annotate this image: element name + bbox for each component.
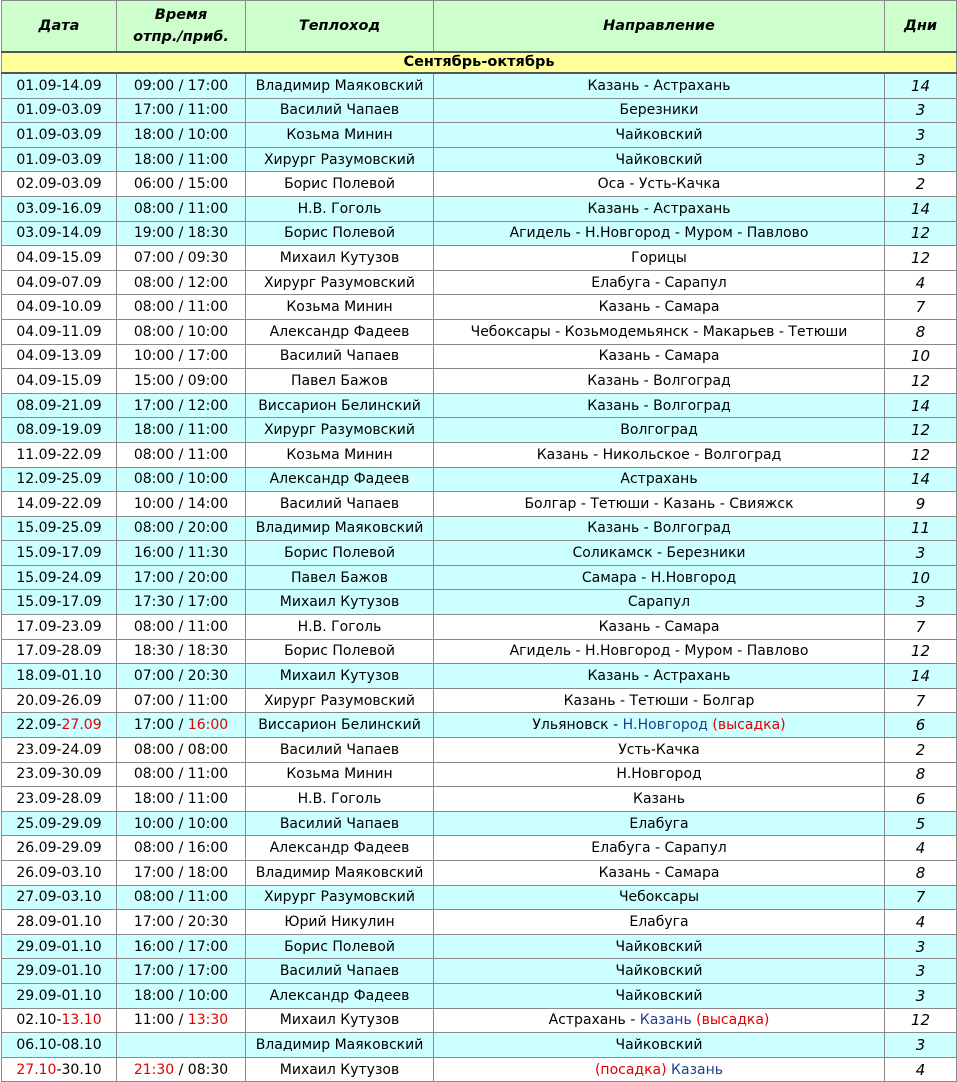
table-row [2,270,957,295]
days-cell: 4 [885,910,957,935]
date-cell: 04.09-11.09 [2,319,117,344]
direction-to: Н.Новгород [622,717,708,734]
time-cell: 08:00 / 10:00 [117,467,246,492]
time-cell: 09:00 / 17:00 [117,73,246,98]
date-cell [2,713,117,738]
ship-cell: Александр Фадеев [246,467,434,492]
ship-cell: Михаил Кутузов [246,1057,434,1082]
table-row [2,172,957,197]
ship-cell: Василий Чапаев [246,811,434,836]
date-cell: 04.09-15.09 [2,246,117,271]
ship-cell: Козьма Минин [246,123,434,148]
days-cell: 3 [885,123,957,148]
date-cell: 04.09-07.09 [2,270,117,295]
header-time [117,1,246,53]
table-row [2,418,957,443]
date-cell: 18.09-01.10 [2,664,117,689]
date-start: 22.09- [16,717,62,734]
table-row [2,934,957,959]
ship-cell: Василий Чапаев [246,492,434,517]
time-depart: 21:30 [133,1061,175,1078]
table-row [2,467,957,492]
time-cell: 10:00 / 14:00 [117,492,246,517]
direction-cell: Казань - Астрахань [434,196,885,221]
time-cell: 08:00 / 11:00 [117,196,246,221]
days-cell: 3 [885,541,957,566]
ship-cell: Александр Фадеев [246,836,434,861]
time-cell: 08:00 / 11:00 [117,885,246,910]
direction-cell: Казань - Самара [434,861,885,886]
days-cell: 12 [885,639,957,664]
date-cell: 25.09-29.09 [2,811,117,836]
ship-cell: Павел Бажов [246,369,434,394]
header-row [2,1,957,53]
date-cell: 01.09-03.09 [2,98,117,123]
table-row [2,664,957,689]
date-cell: 17.09-28.09 [2,639,117,664]
direction-cell: Волгоград [434,418,885,443]
direction-note: (высадка) [691,1012,770,1029]
date-cell: 01.09-03.09 [2,147,117,172]
ship-cell: Михаил Кутузов [246,1008,434,1033]
header-time-line2: отпр./приб. [133,29,229,45]
direction-to: Казань [666,1061,724,1078]
time-cell: 18:00 / 10:00 [117,983,246,1008]
time-arrive: 16:00 [187,717,229,734]
date-cell: 23.09-28.09 [2,787,117,812]
table-row [2,123,957,148]
header-ship: Теплоход [246,1,434,53]
table-row [2,713,957,738]
direction-cell: Оса - Усть-Качка [434,172,885,197]
time-cell: 07:00 / 11:00 [117,688,246,713]
days-cell: 6 [885,787,957,812]
table-row [2,811,957,836]
direction-cell: Самара - Н.Новгород [434,565,885,590]
direction-note: (высадка) [707,717,786,734]
table-row [2,196,957,221]
time-cell: 08:00 / 11:00 [117,442,246,467]
ship-cell: Н.В. Гоголь [246,615,434,640]
direction-cell: Казань - Волгоград [434,369,885,394]
ship-cell: Хирург Разумовский [246,147,434,172]
date-cell: 12.09-25.09 [2,467,117,492]
time-cell: 08:00 / 10:00 [117,319,246,344]
direction-cell: Чебоксары [434,885,885,910]
days-cell: 8 [885,319,957,344]
season-label: Сентябрь-октябрь [2,52,957,73]
date-cell [2,1008,117,1033]
direction-cell: Казань - Самара [434,295,885,320]
date-start: 27.10 [16,1061,57,1078]
season-row [2,52,957,73]
days-cell: 14 [885,73,957,98]
direction-cell: Астрахань [434,467,885,492]
days-cell: 3 [885,98,957,123]
direction-cell: Елабуга [434,811,885,836]
date-cell [2,1057,117,1082]
time-cell [117,1057,246,1082]
days-cell: 12 [885,246,957,271]
days-cell: 7 [885,885,957,910]
time-cell [117,1008,246,1033]
time-cell: 17:00 / 11:00 [117,98,246,123]
ship-cell: Александр Фадеев [246,319,434,344]
table-row [2,295,957,320]
table-row [2,541,957,566]
ship-cell: Владимир Маяковский [246,73,434,98]
days-cell: 3 [885,590,957,615]
direction-cell: Усть-Качка [434,738,885,763]
days-cell: 7 [885,615,957,640]
direction-to: Казань [639,1012,692,1029]
ship-cell: Хирург Разумовский [246,885,434,910]
table-row [2,590,957,615]
days-cell: 4 [885,270,957,295]
ship-cell: Борис Полевой [246,934,434,959]
date-cell: 04.09-10.09 [2,295,117,320]
date-cell: 04.09-15.09 [2,369,117,394]
direction-from: Астрахань - [548,1012,640,1029]
days-cell: 10 [885,344,957,369]
ship-cell: Виссарион Белинский [246,393,434,418]
days-cell: 11 [885,516,957,541]
date-cell: 26.09-29.09 [2,836,117,861]
ship-cell: Хирург Разумовский [246,270,434,295]
days-cell: 7 [885,295,957,320]
ship-cell: Михаил Кутузов [246,664,434,689]
time-cell: 10:00 / 10:00 [117,811,246,836]
direction-cell: Чайковский [434,983,885,1008]
ship-cell: Михаил Кутузов [246,590,434,615]
date-cell: 01.09-14.09 [2,73,117,98]
days-cell: 5 [885,811,957,836]
direction-cell: Казань - Никольское - Волгоград [434,442,885,467]
table-row [2,344,957,369]
table-row [2,393,957,418]
time-cell: 16:00 / 11:30 [117,541,246,566]
days-cell: 14 [885,664,957,689]
direction-cell: Казань - Волгоград [434,393,885,418]
time-cell: 17:30 / 17:00 [117,590,246,615]
date-cell: 08.09-21.09 [2,393,117,418]
days-cell: 12 [885,442,957,467]
direction-cell: Н.Новгород [434,762,885,787]
ship-cell: Борис Полевой [246,221,434,246]
date-cell: 17.09-23.09 [2,615,117,640]
days-cell: 12 [885,221,957,246]
date-cell: 11.09-22.09 [2,442,117,467]
days-cell: 12 [885,418,957,443]
time-cell: 17:00 / 20:30 [117,910,246,935]
time-cell: 07:00 / 20:30 [117,664,246,689]
time-cell: 18:00 / 11:00 [117,787,246,812]
header-days: Дни [885,1,957,53]
table-row [2,836,957,861]
time-cell: 08:00 / 16:00 [117,836,246,861]
ship-cell: Козьма Минин [246,442,434,467]
days-cell: 4 [885,1057,957,1082]
direction-cell: Казань - Астрахань [434,664,885,689]
time-cell: 18:00 / 10:00 [117,123,246,148]
days-cell: 8 [885,861,957,886]
direction-cell: Чебоксары - Козьмодемьянск - Макарьев - Тетюши [434,319,885,344]
time-cell [117,713,246,738]
table-row [2,246,957,271]
table-row [2,615,957,640]
direction-cell: Казань - Астрахань [434,73,885,98]
direction-cell: Чайковский [434,959,885,984]
direction-cell: Казань - Волгоград [434,516,885,541]
days-cell: 7 [885,688,957,713]
time-arrive: 13:30 [187,1012,229,1029]
date-cell: 01.09-03.09 [2,123,117,148]
header-direction: Направление [434,1,885,53]
table-row [2,442,957,467]
time-cell: 19:00 / 18:30 [117,221,246,246]
ship-cell: Хирург Разумовский [246,418,434,443]
date-cell: 28.09-01.10 [2,910,117,935]
days-cell: 14 [885,196,957,221]
direction-cell: Чайковский [434,934,885,959]
ship-cell: Борис Полевой [246,639,434,664]
direction-cell: Елабуга - Сарапул [434,270,885,295]
ship-cell: Василий Чапаев [246,738,434,763]
date-cell: 26.09-03.10 [2,861,117,886]
date-cell: 29.09-01.10 [2,983,117,1008]
table-row [2,221,957,246]
direction-cell: Березники [434,98,885,123]
direction-cell: Казань - Тетюши - Болгар [434,688,885,713]
time-cell: 08:00 / 11:00 [117,762,246,787]
time-cell: 18:00 / 11:00 [117,147,246,172]
date-cell: 15.09-17.09 [2,590,117,615]
days-cell: 14 [885,393,957,418]
days-cell: 14 [885,467,957,492]
table-row [2,147,957,172]
time-cell: 06:00 / 15:00 [117,172,246,197]
days-cell: 12 [885,369,957,394]
date-cell: 04.09-13.09 [2,344,117,369]
header-date: Дата [2,1,117,53]
ship-cell: Борис Полевой [246,172,434,197]
direction-cell [434,1057,885,1082]
table-row [2,516,957,541]
direction-cell: Елабуга - Сарапул [434,836,885,861]
time-cell: 17:00 / 17:00 [117,959,246,984]
table-row [2,738,957,763]
ship-cell: Павел Бажов [246,565,434,590]
time-cell [117,1033,246,1058]
ship-cell: Владимир Маяковский [246,516,434,541]
table-row [2,861,957,886]
ship-cell: Александр Фадеев [246,983,434,1008]
days-cell: 8 [885,762,957,787]
ship-cell: Василий Чапаев [246,344,434,369]
date-cell: 20.09-26.09 [2,688,117,713]
time-cell: 18:30 / 18:30 [117,639,246,664]
direction-cell: Чайковский [434,147,885,172]
time-arrive: / 08:30 [174,1061,229,1078]
date-end: -30.10 [56,1061,102,1078]
date-cell: 03.09-16.09 [2,196,117,221]
time-cell: 08:00 / 08:00 [117,738,246,763]
table-row [2,1033,957,1058]
table-row [2,98,957,123]
date-cell: 15.09-17.09 [2,541,117,566]
date-start: 02.10- [16,1012,62,1029]
ship-cell: Хирург Разумовский [246,688,434,713]
ship-cell: Козьма Минин [246,295,434,320]
date-cell: 14.09-22.09 [2,492,117,517]
time-cell: 10:00 / 17:00 [117,344,246,369]
direction-cell: Агидель - Н.Новгород - Муром - Павлово [434,221,885,246]
days-cell: 9 [885,492,957,517]
table-row [2,688,957,713]
time-cell: 08:00 / 11:00 [117,295,246,320]
time-cell: 17:00 / 18:00 [117,861,246,886]
time-cell: 16:00 / 17:00 [117,934,246,959]
date-cell: 23.09-30.09 [2,762,117,787]
direction-cell: Болгар - Тетюши - Казань - Свияжск [434,492,885,517]
time-cell: 17:00 / 12:00 [117,393,246,418]
table-row [2,319,957,344]
direction-cell: Казань - Самара [434,615,885,640]
time-cell: 17:00 / 20:00 [117,565,246,590]
ship-cell: Владимир Маяковский [246,1033,434,1058]
date-cell: 27.09-03.10 [2,885,117,910]
table-row [2,369,957,394]
date-cell: 23.09-24.09 [2,738,117,763]
table-row [2,1008,957,1033]
date-cell: 29.09-01.10 [2,934,117,959]
table-row [2,983,957,1008]
time-depart: 11:00 / [133,1012,188,1029]
table-row [2,959,957,984]
time-depart: 17:00 / [133,717,188,734]
direction-note: (посадка) [594,1061,667,1078]
time-cell: 07:00 / 09:30 [117,246,246,271]
ship-cell: Владимир Маяковский [246,861,434,886]
days-cell: 3 [885,959,957,984]
ship-cell: Козьма Минин [246,762,434,787]
date-cell: 15.09-24.09 [2,565,117,590]
ship-cell: Василий Чапаев [246,98,434,123]
direction-cell: Казань - Самара [434,344,885,369]
ship-cell: Юрий Никулин [246,910,434,935]
table-row [2,910,957,935]
days-cell: 3 [885,147,957,172]
days-cell: 3 [885,934,957,959]
table-row [2,492,957,517]
table-row [2,73,957,98]
table-row [2,885,957,910]
direction-cell: Агидель - Н.Новгород - Муром - Павлово [434,639,885,664]
date-cell: 03.09-14.09 [2,221,117,246]
table-row [2,762,957,787]
days-cell: 10 [885,565,957,590]
time-cell: 18:00 / 11:00 [117,418,246,443]
days-cell: 12 [885,1008,957,1033]
direction-cell: Чайковский [434,123,885,148]
direction-cell: Чайковский [434,1033,885,1058]
direction-cell: Соликамск - Березники [434,541,885,566]
table-row [2,1057,957,1082]
direction-cell: Казань [434,787,885,812]
direction-from: Ульяновск - [532,717,623,734]
ship-cell: Виссарион Белинский [246,713,434,738]
date-cell: 08.09-19.09 [2,418,117,443]
direction-cell: Горицы [434,246,885,271]
date-cell: 06.10-08.10 [2,1033,117,1058]
header-time-line1: Время [154,7,208,23]
date-end: 27.09 [61,717,102,734]
days-cell: 6 [885,713,957,738]
direction-cell: Елабуга [434,910,885,935]
cruise-schedule-table [1,0,957,1082]
time-cell: 15:00 / 09:00 [117,369,246,394]
direction-cell [434,1008,885,1033]
table-row [2,639,957,664]
date-cell: 02.09-03.09 [2,172,117,197]
time-cell: 08:00 / 12:00 [117,270,246,295]
ship-cell: Василий Чапаев [246,959,434,984]
direction-cell [434,713,885,738]
date-cell: 29.09-01.10 [2,959,117,984]
days-cell: 2 [885,172,957,197]
days-cell: 3 [885,983,957,1008]
table-row [2,787,957,812]
time-cell: 08:00 / 11:00 [117,615,246,640]
direction-cell: Сарапул [434,590,885,615]
time-cell: 08:00 / 20:00 [117,516,246,541]
ship-cell: Михаил Кутузов [246,246,434,271]
ship-cell: Н.В. Гоголь [246,787,434,812]
date-end: 13.10 [61,1012,102,1029]
days-cell: 4 [885,836,957,861]
days-cell: 3 [885,1033,957,1058]
table-row [2,565,957,590]
date-cell: 15.09-25.09 [2,516,117,541]
days-cell: 2 [885,738,957,763]
ship-cell: Н.В. Гоголь [246,196,434,221]
ship-cell: Борис Полевой [246,541,434,566]
